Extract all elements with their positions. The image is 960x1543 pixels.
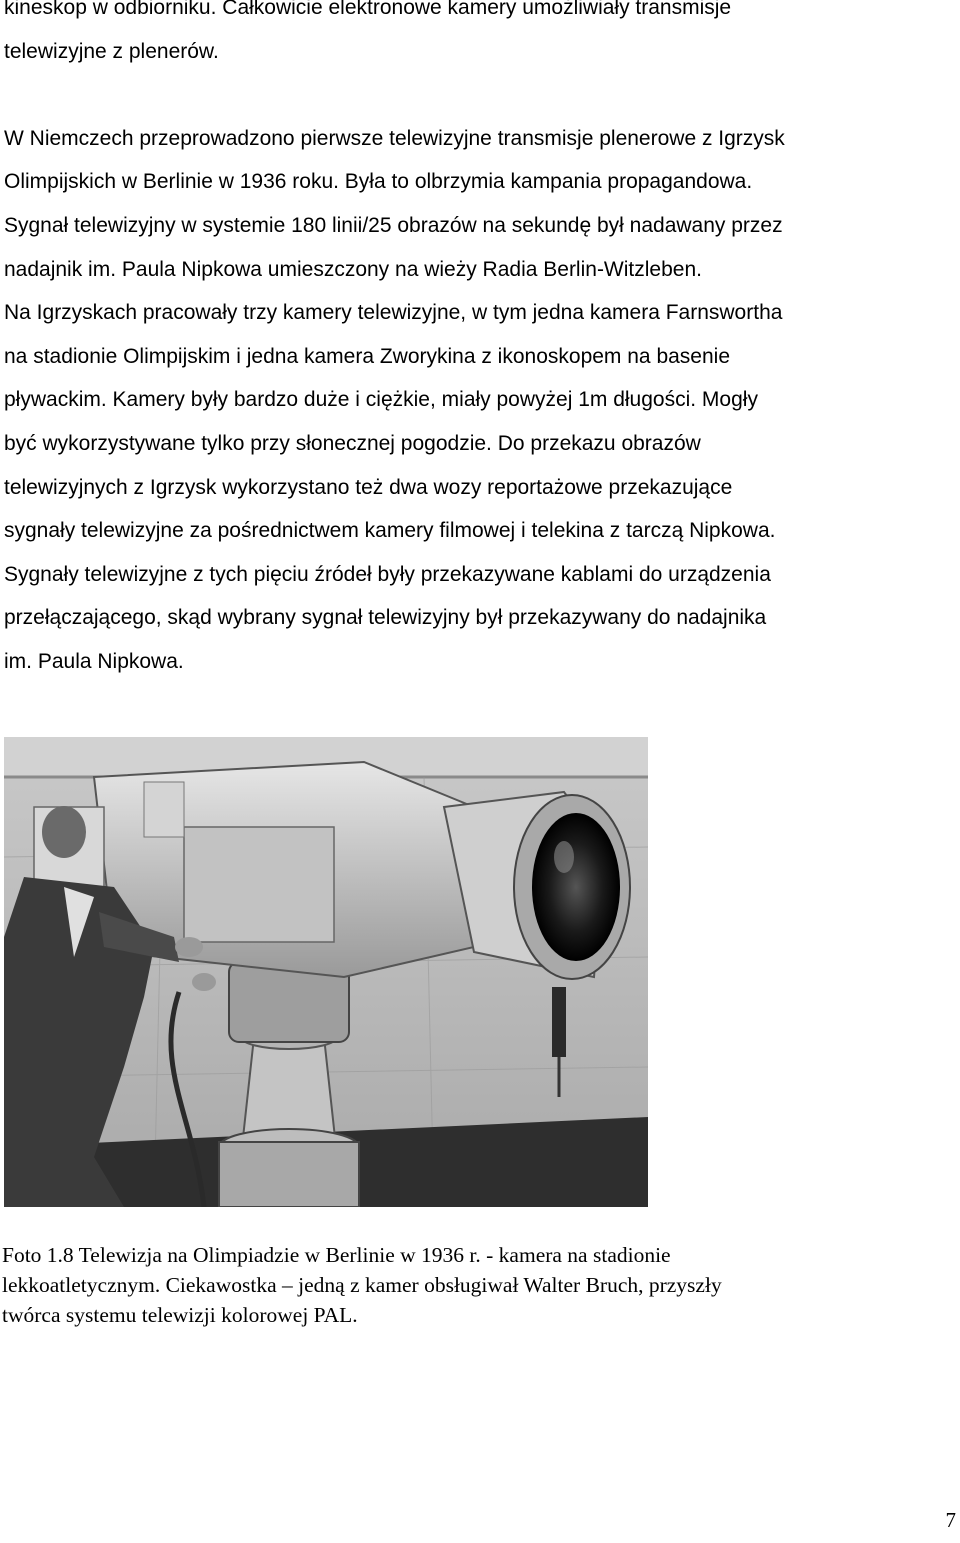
text-line: telewizyjnych z Igrzysk wykorzystano też dwa wozy reportażowe przekazujące: [4, 475, 733, 499]
text-line: nadajnik im. Paula Nipkowa umieszczony na wieży Radia Berlin-Witzleben.: [4, 257, 702, 281]
text-line: im. Paula Nipkowa.: [4, 649, 184, 673]
text-line: sygnały telewizyjne za pośrednictwem kamery filmowej i telekina z tarczą Nipkowa.: [4, 519, 776, 543]
text-line: pływackim. Kamery były bardzo duże i ciężkie, miały powyżej 1m długości. Mogły: [4, 388, 758, 412]
text-line: przełączającego, skąd wybrany sygnał telewizyjny był przekazywany do nadajnika: [4, 606, 767, 630]
text-line: na stadionie Olimpijskim i jedna kamera Zworykina z ikonoskopem na basenie: [4, 344, 731, 368]
text-line: Sygnał telewizyjny w systemie 180 linii/25 obrazów na sekundę był nadawany przez: [4, 213, 783, 237]
caption-line: Foto 1.8 Telewizja na Olimpiadzie w Berlinie w 1936 r. - kamera na stadionie: [2, 1243, 671, 1267]
text-line: Na Igrzyskach pracowały trzy kamery telewizyjne, w tym jedna kamera Farnswortha: [4, 301, 783, 325]
paragraph-2: [4, 117, 956, 684]
photo-caption: [2, 1240, 952, 1330]
camera-photo: [4, 737, 648, 1207]
caption-line: lekkoatletycznym. Ciekawostka – jedną z kamer obsługiwał Walter Bruch, przyszły: [2, 1273, 722, 1297]
text-line: Sygnały telewizyjne z tych pięciu źródeł były przekazywane kablami do urządzenia: [4, 562, 771, 586]
text-line: Olimpijskich w Berlinie w 1936 roku. Była to olbrzymia kampania propagandowa.: [4, 170, 753, 194]
text-line: kineskop w odbiorniku. Całkowicie elektronowe kamery umożliwiały transmisje: [4, 0, 732, 19]
text-line: być wykorzystywane tylko przy słonecznej pogodzie. Do przekazu obrazów: [4, 431, 701, 455]
paragraph-1: [4, 0, 956, 73]
camera-photo-drawing: [4, 737, 648, 1207]
text-line: W Niemczech przeprowadzono pierwsze telewizyjne transmisje plenerowe z Igrzysk: [4, 126, 785, 150]
body-text: [4, 0, 956, 684]
text-line: telewizyjne z plenerów.: [4, 39, 219, 63]
caption-line: twórca systemu telewizji kolorowej PAL.: [2, 1303, 358, 1327]
page-number: 7: [945, 1508, 956, 1532]
